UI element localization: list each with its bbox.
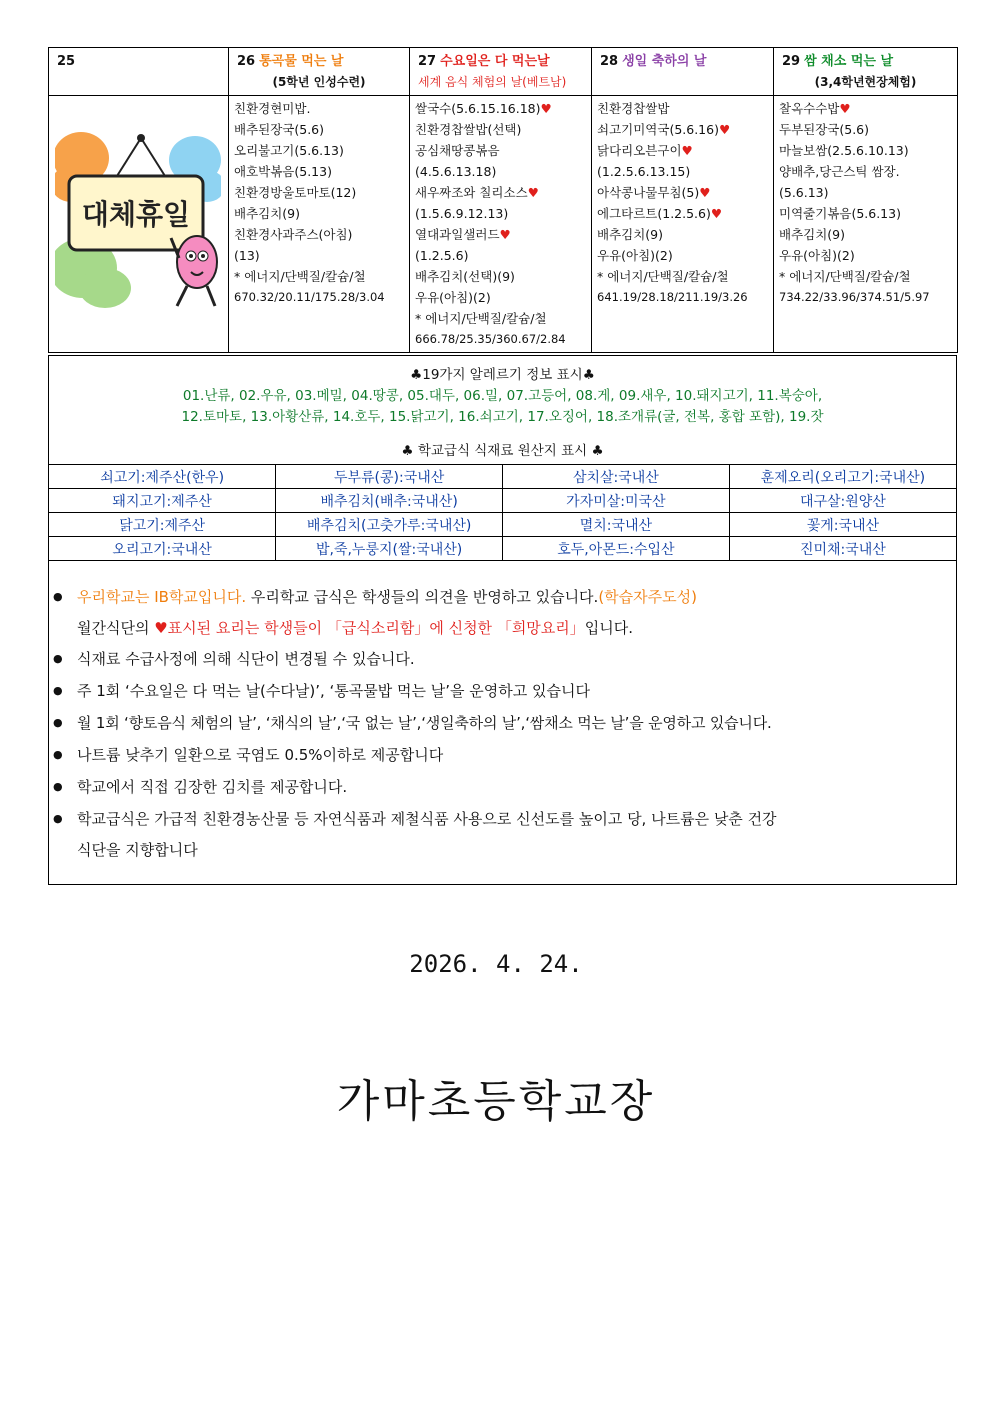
menu-item: 공심채땅콩볶음 xyxy=(415,143,500,158)
day-25-header: 25 xyxy=(49,48,229,96)
nutrition-values: 666.78/25.35/360.67/2.84 xyxy=(415,332,566,346)
menu-item: 찰옥수수밥♥ xyxy=(779,101,851,116)
principal-signature: 가마초등학교장 xyxy=(336,1076,656,1127)
note-text: 학교급식은 가급적 친환경농산물 등 자연식품과 제철식품 사용으로 신선도를 높이고 당, 나트륨은 낮춘 건강 xyxy=(77,810,777,828)
menu-item: 배추김치(9) xyxy=(779,227,846,242)
menu-item: 쇠고기미역국(5.6.16)♥ xyxy=(597,122,731,137)
day-theme: 수요일은 다 먹는날 xyxy=(440,54,550,69)
notice-item xyxy=(53,581,956,643)
allergy-list xyxy=(49,386,956,428)
holiday-label: 대체휴일 xyxy=(81,198,191,231)
menu-item: 닭다리오븐구이♥ xyxy=(597,143,693,158)
allergy-title: ♣19가지 알레르기 정보 표시♣ xyxy=(410,367,595,383)
origin-cell: 닭고기:제주산 xyxy=(49,513,276,537)
menu-item: 에그타르트(1.2.5.6)♥ xyxy=(597,206,723,221)
info-box xyxy=(48,355,957,885)
origin-cell: 쇠고기:제주산(한우) xyxy=(49,465,276,489)
menu-item: 오리불고기(5.6.13) xyxy=(234,143,344,158)
menu-item: (1.5.6.9.12.13) xyxy=(415,206,509,221)
menu-item: 우유(아침)(2) xyxy=(597,248,673,263)
nutrition-values: 641.19/28.18/211.19/3.26 xyxy=(597,290,748,304)
heart-marked-note: ♥표시된 요리는 학생들이 「급식소리함」에 신청한 「희망요리」 xyxy=(154,619,585,637)
origin-cell: 대구살:원양산 xyxy=(729,489,956,513)
student-opinion-note: 우리학교 급식은 학생들의 의견을 반영하고 있습니다. xyxy=(246,588,599,606)
menu-item: 아삭콩나물무침(5)♥ xyxy=(597,185,711,200)
origin-title: ♣ 학교급식 식재료 원산지 표시 ♣ xyxy=(401,443,604,459)
heart-icon: ♥ xyxy=(527,185,539,200)
day-subtitle: (5학년 인성수련) xyxy=(272,75,366,89)
origin-cell: 밥,죽,누룽지(쌀:국내산) xyxy=(276,537,503,561)
day-28-header: 28 생일 축하의 날 xyxy=(592,48,774,96)
holiday-illustration xyxy=(55,128,221,314)
note-text: 입니다. xyxy=(584,619,634,637)
day-subtitle: 세계 음식 체험의 날(베트남) xyxy=(418,75,567,89)
origin-cell: 멸치:국내산 xyxy=(503,513,730,537)
notice-item xyxy=(53,803,956,865)
notice-line xyxy=(77,613,956,643)
menu-item: (1.2.5.6.13.15) xyxy=(597,164,691,179)
day-subtitle: (3,4학년현장체험) xyxy=(814,75,917,89)
nutrition-values: 734.22/33.96/374.51/5.97 xyxy=(779,290,930,304)
menu-item: (13) xyxy=(234,248,260,263)
menu-item: 우유(아침)(2) xyxy=(415,290,491,305)
menu-item: 양배추,당근스틱 쌈장. xyxy=(779,164,900,179)
menu-item: 친환경찹쌀밥(선택) xyxy=(415,122,522,137)
weekly-menu-table xyxy=(48,47,958,353)
nutrition-label: * 에너지/단백질/칼슘/철 xyxy=(234,269,366,284)
origin-row xyxy=(49,513,956,537)
day-theme: 생일 축하의 날 xyxy=(622,54,707,69)
menu-item: 열대과일샐러드♥ xyxy=(415,227,511,242)
origin-row xyxy=(49,537,956,561)
ib-school-note: 우리학교는 IB학교입니다. xyxy=(77,588,247,606)
note-text: 식단을 지향합니다 xyxy=(77,841,198,859)
notice-item: ● 나트륨 낮추기 일환으로 국염도 0.5%이하로 제공합니다 xyxy=(53,739,956,771)
day-29-header: 29 쌈 채소 먹는 날 (3,4학년현장체험) xyxy=(774,48,958,96)
menu-header-row xyxy=(49,48,958,96)
menu-item: 배추된장국(5.6) xyxy=(234,122,325,137)
origin-cell: 두부류(콩):국내산 xyxy=(276,465,503,489)
day-27-header: 27 수요일은 다 먹는날 세계 음식 체험의 날(베트남) xyxy=(410,48,592,96)
heart-icon: ♥ xyxy=(839,101,851,116)
day-26-menu xyxy=(229,96,410,353)
origin-table xyxy=(49,464,956,561)
menu-item: 친환경찹쌀밥 xyxy=(597,101,670,116)
menu-item: (5.6.13) xyxy=(779,185,829,200)
day-theme: 쌈 채소 먹는 날 xyxy=(804,54,894,69)
day-28-menu xyxy=(592,96,774,353)
note-text: 월간식단의 xyxy=(77,619,155,637)
holiday-cell xyxy=(49,96,229,353)
menu-item: (4.5.6.13.18) xyxy=(415,164,497,179)
origin-row xyxy=(49,489,956,513)
nutrition-label: * 에너지/단백질/칼슘/철 xyxy=(415,311,547,326)
allergy-line-2: 12.토마토, 13.아황산류, 14.호두, 15.닭고기, 16.쇠고기, 17.오징어, 18.조개류(굴, 전복, 홍합 포함), 19.잣 xyxy=(181,409,824,425)
notice-item: ● 월 1회 ‘향토음식 체험의 날’, ‘채식의 날’,‘국 없는 날’,‘생일축하의 날’,‘쌈채소 먹는 날’을 운영하고 있습니다. xyxy=(53,707,956,739)
heart-icon: ♥ xyxy=(540,101,552,116)
notice-item: ● 식재료 수급사정에 의해 식단이 변경될 수 있습니다. xyxy=(53,643,956,675)
menu-item: 애호박볶음(5.13) xyxy=(234,164,332,179)
notice-list xyxy=(49,581,956,865)
origin-row xyxy=(49,465,956,489)
heart-icon: ♥ xyxy=(710,206,723,221)
heart-icon: ♥ xyxy=(718,122,731,137)
day-27-menu xyxy=(410,96,592,353)
menu-item: 배추김치(9) xyxy=(234,206,301,221)
menu-item: 두부된장국(5.6) xyxy=(779,122,870,137)
menu-item: 배추김치(선택)(9) xyxy=(415,269,515,284)
origin-cell: 배추김치(배추:국내산) xyxy=(276,489,503,513)
origin-cell: 호두,아몬드:수입산 xyxy=(503,537,730,561)
origin-cell: 삼치살:국내산 xyxy=(503,465,730,489)
learner-agency-note: (학습자주도성) xyxy=(598,588,697,606)
menu-item: 친환경현미밥. xyxy=(234,101,311,116)
notice-item: ● 학교에서 직접 김장한 김치를 제공합니다. xyxy=(53,771,956,803)
menu-item: 새우짜조와 칠리소스♥ xyxy=(415,185,539,200)
heart-icon: ♥ xyxy=(681,143,693,158)
nutrition-values: 670.32/20.11/175.28/3.04 xyxy=(234,290,385,304)
origin-cell: 꽃게:국내산 xyxy=(729,513,956,537)
menu-item: 배추김치(9) xyxy=(597,227,664,242)
menu-body-row xyxy=(49,96,958,353)
day-26-header: 26 통곡물 먹는 날 (5학년 인성수련) xyxy=(229,48,410,96)
origin-cell: 돼지고기:제주산 xyxy=(49,489,276,513)
nutrition-label: * 에너지/단백질/칼슘/철 xyxy=(597,269,729,284)
day-29-menu xyxy=(774,96,958,353)
menu-item: 우유(아침)(2) xyxy=(779,248,855,263)
menu-item: 쌀국수(5.6.15.16.18)♥ xyxy=(415,101,552,116)
origin-cell: 배추김치(고춧가루:국내산) xyxy=(276,513,503,537)
allergy-line-1: 01.난류, 02.우유, 03.메밀, 04.땅콩, 05.대두, 06.밀, 07.고등어, 08.게, 09.새우, 10.돼지고기, 11.복숭아, xyxy=(182,388,823,404)
menu-item: 미역줄기볶음(5.6.13) xyxy=(779,206,901,221)
menu-item: (1.2.5.6) xyxy=(415,248,469,263)
menu-item: 친환경방울토마토(12) xyxy=(234,185,357,200)
nutrition-label: * 에너지/단백질/칼슘/철 xyxy=(779,269,911,284)
notice-item: ● 주 1회 ‘수요일은 다 먹는 날(수다날)’, ‘통곡물밥 먹는 날’을 운영하고 있습니다 xyxy=(53,675,956,707)
origin-cell: 가자미살:미국산 xyxy=(503,489,730,513)
heart-icon: ♥ xyxy=(699,185,711,200)
document-date: 2026. 4. 24. xyxy=(409,950,583,978)
heart-icon: ♥ xyxy=(499,227,511,242)
origin-cell: 오리고기:국내산 xyxy=(49,537,276,561)
origin-cell: 진미채:국내산 xyxy=(729,537,956,561)
menu-item: 친환경사과주스(아침) xyxy=(234,227,353,242)
day-theme: 통곡물 먹는 날 xyxy=(259,54,344,69)
origin-cell: 훈제오리(오리고기:국내산) xyxy=(729,465,956,489)
menu-item: 마늘보쌈(2.5.6.10.13) xyxy=(779,143,909,158)
